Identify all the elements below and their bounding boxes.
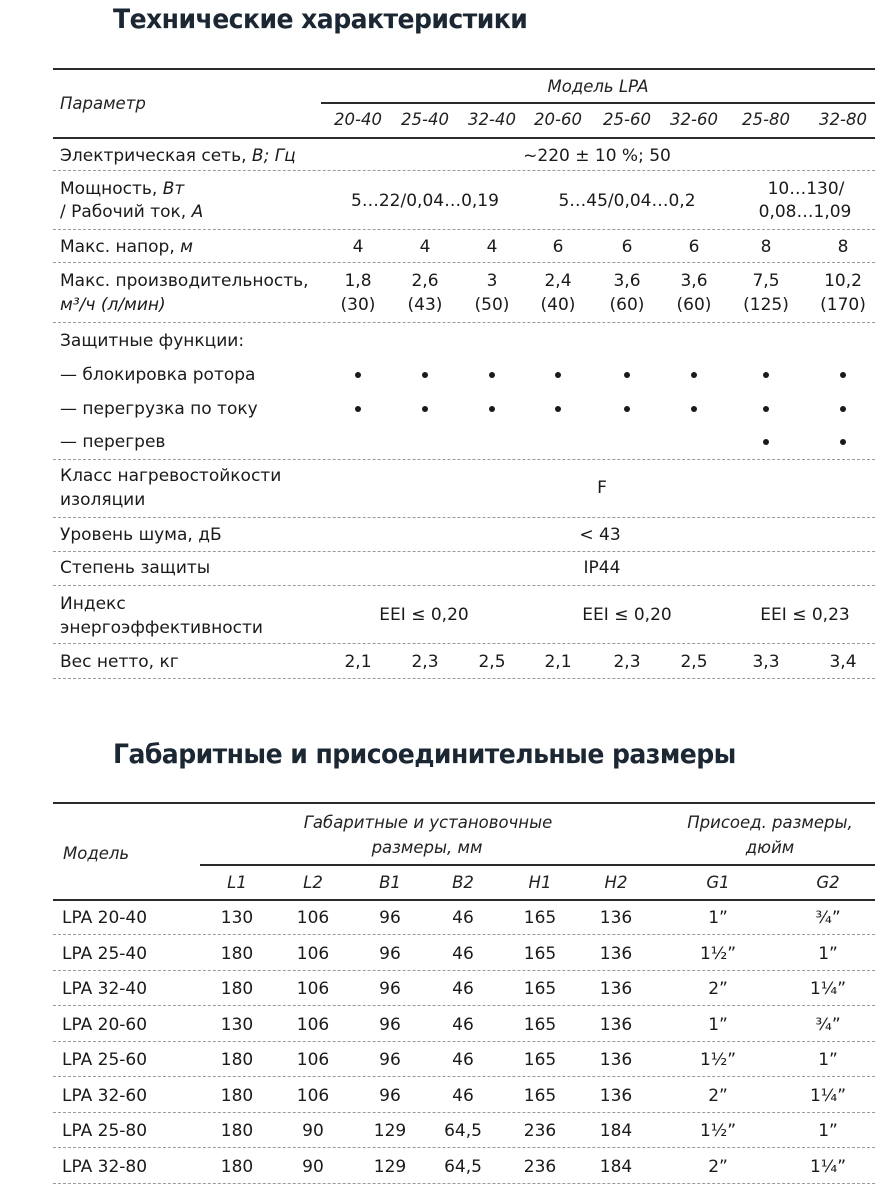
dims-model-cell: LPA 25-40: [62, 944, 148, 964]
bullet-dot-icon: [763, 439, 769, 445]
max-flow-value: 3: [486, 271, 498, 291]
dims-value-cell: 96: [379, 1015, 401, 1035]
model-column-header: 25-60: [603, 110, 651, 129]
dims-model-cell: LPA 20-40: [62, 908, 148, 928]
dims-value-cell: 136: [599, 1050, 633, 1070]
row-divider: [53, 585, 875, 586]
dims-value-cell: 1”: [708, 908, 728, 928]
max-flow-lpm-value: (40): [540, 295, 576, 315]
row-divider: [53, 322, 875, 323]
max-flow-lpm-value: (125): [743, 295, 789, 315]
dims-value-cell: 180: [220, 1086, 254, 1106]
row-eei-group3-value: EEI ≤ 0,23: [760, 605, 850, 625]
dims-model-cell: LPA 32-80: [62, 1157, 148, 1177]
bullet-dot-icon: [355, 406, 361, 412]
dims-model-cell: LPA 32-60: [62, 1086, 148, 1106]
specs-title: Технические характеристики: [113, 4, 528, 35]
row-divider: [53, 262, 875, 263]
max-flow-value: 2,4: [544, 271, 572, 291]
row-power-group3-value-2: 0,08…1,09: [758, 202, 852, 222]
row-eei-group2-value: EEI ≤ 0,20: [582, 605, 672, 625]
row-power-label-1-text: Мощность,: [60, 179, 163, 199]
dims-value-cell: ¾”: [815, 1015, 841, 1035]
dims-column-header: B1: [379, 873, 401, 892]
row-divider: [53, 1112, 875, 1113]
row-power-group3-value-1: 10…130/: [767, 179, 845, 199]
row-protection-label: Защитные функции:: [60, 331, 245, 351]
dims-value-cell: 1¼”: [809, 1157, 847, 1177]
max-head-value: 6: [621, 237, 633, 257]
dims-value-cell: 136: [599, 908, 633, 928]
protection-item-label: — перегрев: [60, 432, 166, 452]
bullet-dot-icon: [624, 406, 630, 412]
dims-value-cell: 165: [523, 979, 557, 999]
row-eei-label-2: энергоэффективности: [60, 618, 263, 638]
row-divider: [53, 517, 875, 518]
dims-value-cell: 2”: [708, 1157, 728, 1177]
weight-value: 2,3: [411, 652, 439, 672]
dims-value-cell: 46: [452, 1086, 474, 1106]
row-max-head-label: [60, 236, 193, 258]
row-ip-value: IP44: [583, 558, 621, 578]
max-head-value: 6: [688, 237, 700, 257]
dims-column-header: L2: [303, 873, 323, 892]
dims-value-cell: 96: [379, 1086, 401, 1106]
dims-value-cell: 165: [523, 1086, 557, 1106]
dims-column-header: H2: [604, 873, 628, 892]
row-power-supply-unit: В; Гц: [251, 146, 296, 166]
row-divider: [53, 229, 875, 230]
dims-value-cell: 136: [599, 979, 633, 999]
row-max-flow-label-1: Макс. производительность,: [60, 271, 309, 291]
bullet-dot-icon: [489, 406, 495, 412]
row-divider: [53, 1183, 875, 1184]
dims-value-cell: 1”: [818, 1050, 838, 1070]
bullet-dot-icon: [555, 406, 561, 412]
row-weight-label: Вес нетто, кг: [60, 652, 179, 672]
dims-value-cell: 90: [302, 1157, 324, 1177]
dims-value-cell: 90: [302, 1121, 324, 1141]
dims-column-header: G1: [706, 873, 730, 892]
bullet-dot-icon: [355, 372, 361, 378]
weight-value: 2,3: [613, 652, 641, 672]
dims-value-cell: 96: [379, 979, 401, 999]
dims-column-header: G2: [816, 873, 840, 892]
dims-value-cell: 1¼”: [809, 1086, 847, 1106]
row-power-label-2-text: / Рабочий ток,: [60, 202, 192, 222]
bullet-dot-icon: [763, 406, 769, 412]
dims-top-rule: [53, 802, 875, 804]
weight-value: 2,5: [478, 652, 506, 672]
model-column-header: 20-40: [334, 110, 382, 129]
dims-value-cell: 130: [220, 1015, 254, 1035]
bullet-dot-icon: [691, 406, 697, 412]
dims-value-cell: 180: [220, 1157, 254, 1177]
specs-header-bottom-rule: [53, 137, 875, 139]
dims-value-cell: 180: [220, 1121, 254, 1141]
weight-value: 3,3: [752, 652, 780, 672]
bullet-dot-icon: [691, 372, 697, 378]
dims-value-cell: 130: [220, 908, 254, 928]
row-divider: [53, 170, 875, 171]
dims-value-cell: 136: [599, 1015, 633, 1035]
row-insulation-value: F: [597, 478, 607, 498]
max-flow-value: 3,6: [680, 271, 708, 291]
dims-value-cell: 1”: [818, 944, 838, 964]
protection-item-label: — блокировка ротора: [60, 365, 256, 385]
row-insulation-label-2: изоляции: [60, 490, 146, 510]
specs-model-subrule: [321, 102, 875, 104]
dims-value-cell: 184: [599, 1157, 633, 1177]
model-column-header: 20-60: [534, 110, 582, 129]
dims-value-cell: 165: [523, 908, 557, 928]
row-power-supply-label-text: Электрическая сеть,: [60, 146, 252, 166]
row-divider: [53, 459, 875, 460]
dims-value-cell: 1”: [708, 1015, 728, 1035]
row-power-group1-value: 5…22/0,04…0,19: [351, 191, 499, 211]
weight-value: 2,1: [344, 652, 372, 672]
dims-subrule: [200, 864, 875, 866]
bullet-dot-icon: [422, 372, 428, 378]
dims-value-cell: 1½”: [699, 1121, 737, 1141]
row-divider: [53, 678, 875, 679]
max-flow-value: 2,6: [411, 271, 439, 291]
dims-value-cell: 165: [523, 1015, 557, 1035]
specs-top-rule: [53, 68, 875, 70]
dims-group2-header-1: Присоед. размеры,: [687, 813, 853, 832]
max-head-value: 4: [419, 237, 431, 257]
dims-value-cell: 165: [523, 1050, 557, 1070]
dims-value-cell: 2”: [708, 979, 728, 999]
dims-group2-header-2: дюйм: [745, 838, 795, 857]
row-divider: [53, 1041, 875, 1042]
dims-value-cell: 46: [452, 1050, 474, 1070]
dims-value-cell: 96: [379, 944, 401, 964]
max-head-value: 8: [760, 237, 772, 257]
max-head-value: 4: [352, 237, 364, 257]
dims-value-cell: 136: [599, 944, 633, 964]
row-power-unit-2: А: [191, 202, 204, 222]
dims-value-cell: 96: [379, 1050, 401, 1070]
row-max-flow-label-2: м³/ч (л/мин): [60, 295, 166, 315]
row-eei-label-1: Индекс: [60, 594, 126, 614]
row-noise-label: Уровень шума, дБ: [60, 525, 222, 545]
max-flow-lpm-value: (60): [609, 295, 645, 315]
dims-value-cell: 236: [523, 1157, 557, 1177]
bullet-dot-icon: [840, 406, 846, 412]
weight-value: 3,4: [829, 652, 857, 672]
dims-group1-header-2: размеры, мм: [371, 838, 483, 857]
row-divider: [53, 551, 875, 552]
bullet-dot-icon: [422, 406, 428, 412]
row-max-head-label-text: Макс. напор,: [60, 237, 181, 257]
row-divider: [53, 1147, 875, 1148]
model-column-header: 32-80: [819, 110, 867, 129]
dims-value-cell: 96: [379, 908, 401, 928]
bullet-dot-icon: [763, 372, 769, 378]
row-divider: [53, 1076, 875, 1077]
bullet-dot-icon: [840, 372, 846, 378]
row-ip-label: Степень защиты: [60, 558, 211, 578]
dims-value-cell: 106: [296, 908, 330, 928]
dims-column-header: B2: [452, 873, 474, 892]
dims-model-cell: LPA 20-60: [62, 1015, 148, 1035]
dims-value-cell: 106: [296, 1050, 330, 1070]
dims-value-cell: 1½”: [699, 1050, 737, 1070]
dims-value-cell: 64,5: [444, 1157, 482, 1177]
weight-value: 2,1: [544, 652, 572, 672]
dims-value-cell: 136: [599, 1086, 633, 1106]
dims-value-cell: 46: [452, 944, 474, 964]
dims-group1-header-1: Габаритные и установочные: [303, 813, 553, 832]
row-power-label-1: [60, 178, 184, 200]
dims-value-cell: 1”: [818, 1121, 838, 1141]
row-power-supply-label: [60, 145, 296, 167]
dims-value-cell: 106: [296, 944, 330, 964]
dims-value-cell: 46: [452, 908, 474, 928]
dims-value-cell: 106: [296, 1015, 330, 1035]
row-divider: [53, 643, 875, 644]
dims-value-cell: 180: [220, 1050, 254, 1070]
model-column-header: 25-80: [742, 110, 790, 129]
max-flow-value: 3,6: [613, 271, 641, 291]
dims-value-cell: 106: [296, 979, 330, 999]
row-power-unit-1: Вт: [162, 179, 185, 199]
dims-value-cell: 180: [220, 944, 254, 964]
dims-header-bottom-rule: [53, 899, 875, 901]
protection-item-label: — перегрузка по току: [60, 399, 258, 419]
row-power-label-2: [60, 201, 203, 223]
dims-value-cell: 1½”: [699, 944, 737, 964]
dims-value-cell: 129: [373, 1121, 407, 1141]
max-flow-lpm-value: (30): [340, 295, 376, 315]
bullet-dot-icon: [840, 439, 846, 445]
model-column-header: 32-60: [670, 110, 718, 129]
max-head-value: 8: [837, 237, 849, 257]
max-flow-value: 1,8: [344, 271, 372, 291]
dims-value-cell: 180: [220, 979, 254, 999]
max-head-value: 6: [552, 237, 564, 257]
weight-value: 2,5: [680, 652, 708, 672]
dims-value-cell: 64,5: [444, 1121, 482, 1141]
bullet-dot-icon: [489, 372, 495, 378]
dims-model-cell: LPA 25-60: [62, 1050, 148, 1070]
dims-value-cell: 165: [523, 944, 557, 964]
row-power-supply-value: ~220 ± 10 %; 50: [523, 146, 671, 166]
max-flow-lpm-value: (43): [407, 295, 443, 315]
dims-value-cell: 1¼”: [809, 979, 847, 999]
dims-value-cell: 2”: [708, 1086, 728, 1106]
dims-value-cell: 46: [452, 979, 474, 999]
dims-column-header: L1: [227, 873, 247, 892]
max-head-value: 4: [486, 237, 498, 257]
dims-value-cell: 46: [452, 1015, 474, 1035]
max-flow-lpm-value: (50): [474, 295, 510, 315]
model-column-header: 25-40: [401, 110, 449, 129]
dims-column-header: H1: [528, 873, 552, 892]
dims-value-cell: 184: [599, 1121, 633, 1141]
dims-value-cell: 129: [373, 1157, 407, 1177]
max-flow-value: 10,2: [824, 271, 862, 291]
model-column-header: 32-40: [468, 110, 516, 129]
max-flow-value: 7,5: [752, 271, 780, 291]
row-noise-value: < 43: [579, 525, 621, 545]
max-flow-lpm-value: (60): [676, 295, 712, 315]
specs-model-group-header: Модель LPA: [547, 77, 649, 96]
specs-param-header: Параметр: [60, 94, 146, 113]
dims-value-cell: 236: [523, 1121, 557, 1141]
dims-model-header: Модель: [63, 844, 130, 863]
row-eei-group1-value: EEI ≤ 0,20: [379, 605, 469, 625]
max-flow-lpm-value: (170): [820, 295, 866, 315]
bullet-dot-icon: [624, 372, 630, 378]
dims-value-cell: ¾”: [815, 908, 841, 928]
row-divider: [53, 934, 875, 935]
dims-value-cell: 106: [296, 1086, 330, 1106]
dimensions-title: Габаритные и присоединительные размеры: [113, 739, 736, 770]
dims-model-cell: LPA 25-80: [62, 1121, 148, 1141]
bullet-dot-icon: [555, 372, 561, 378]
row-insulation-label-1: Класс нагревостойкости: [60, 466, 282, 486]
row-divider: [53, 1005, 875, 1006]
dims-model-cell: LPA 32-40: [62, 979, 148, 999]
row-divider: [53, 970, 875, 971]
row-power-group2-value: 5…45/0,04…0,2: [558, 191, 696, 211]
row-max-head-unit: м: [180, 237, 193, 257]
